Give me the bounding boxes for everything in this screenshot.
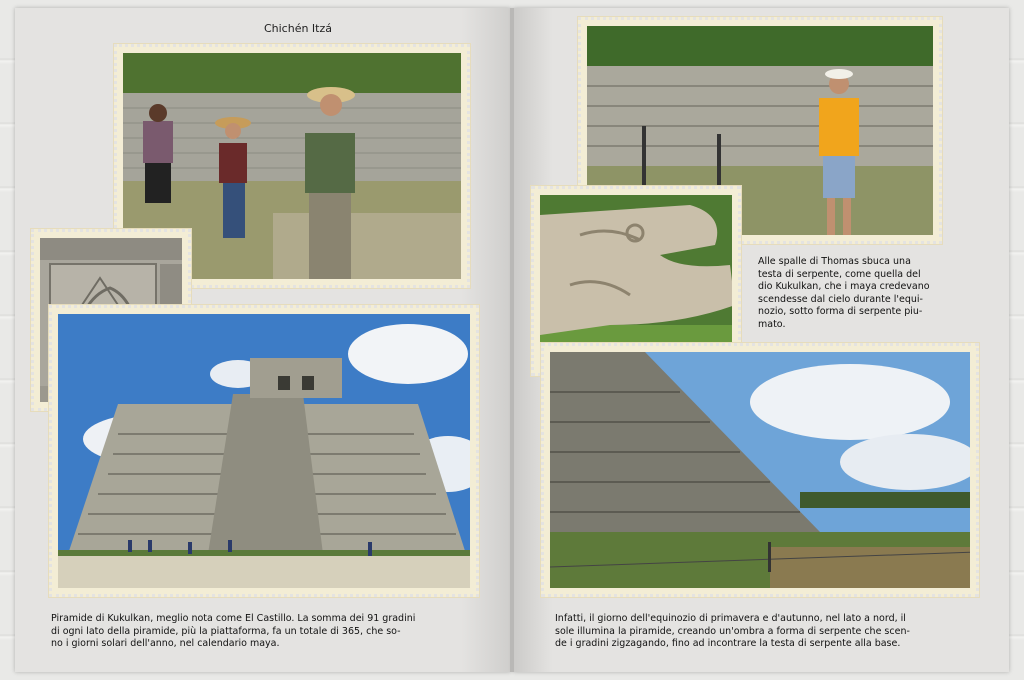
side-caption-line: Alle spalle di Thomas sbuca una [758, 256, 911, 267]
right-caption-line: sole illumina la piramide, creando un'ombra a forma di serpente che scen- [555, 625, 910, 637]
side-caption-line: scendesse dal cielo durante l'equi- [758, 293, 923, 305]
photo-pyramid-frame[interactable] [49, 305, 479, 597]
left-caption-line: no i giorni solari dell'anno, nel calendario maya. [51, 638, 280, 649]
photo-pyramid-side-frame[interactable] [541, 343, 979, 597]
photo-serpent [540, 195, 732, 367]
photo-pyramid-side [550, 352, 970, 588]
side-caption-line: mato. [758, 318, 786, 330]
page-title: Chichén Itzá [263, 22, 333, 35]
left-caption-line: Piramide di Kukulkan, meglio nota come El Castillo. La somma dei 91 gradini [51, 613, 416, 624]
side-caption-line: nozio, sotto forma di serpente piu- [758, 306, 923, 317]
side-caption [758, 256, 958, 331]
side-caption-line: testa di serpente, come quella del [758, 268, 921, 280]
right-caption [555, 613, 995, 651]
photo-pyramid [58, 314, 470, 588]
left-caption [51, 613, 491, 651]
right-caption-line: Infatti, il giorno dell'equinozio di primavera e d'autunno, nel lato a nord, il [555, 613, 906, 624]
side-caption-line: dio Kukulkan, che i maya credevano [758, 281, 930, 292]
left-caption-line: di ogni lato della piramide, più la piattaforma, fa un totale di 365, che so- [51, 625, 401, 637]
right-caption-line: de i gradini zigzagando, fino ad incontrare la testa di serpente alla base. [555, 638, 901, 649]
book-spine [510, 8, 514, 672]
